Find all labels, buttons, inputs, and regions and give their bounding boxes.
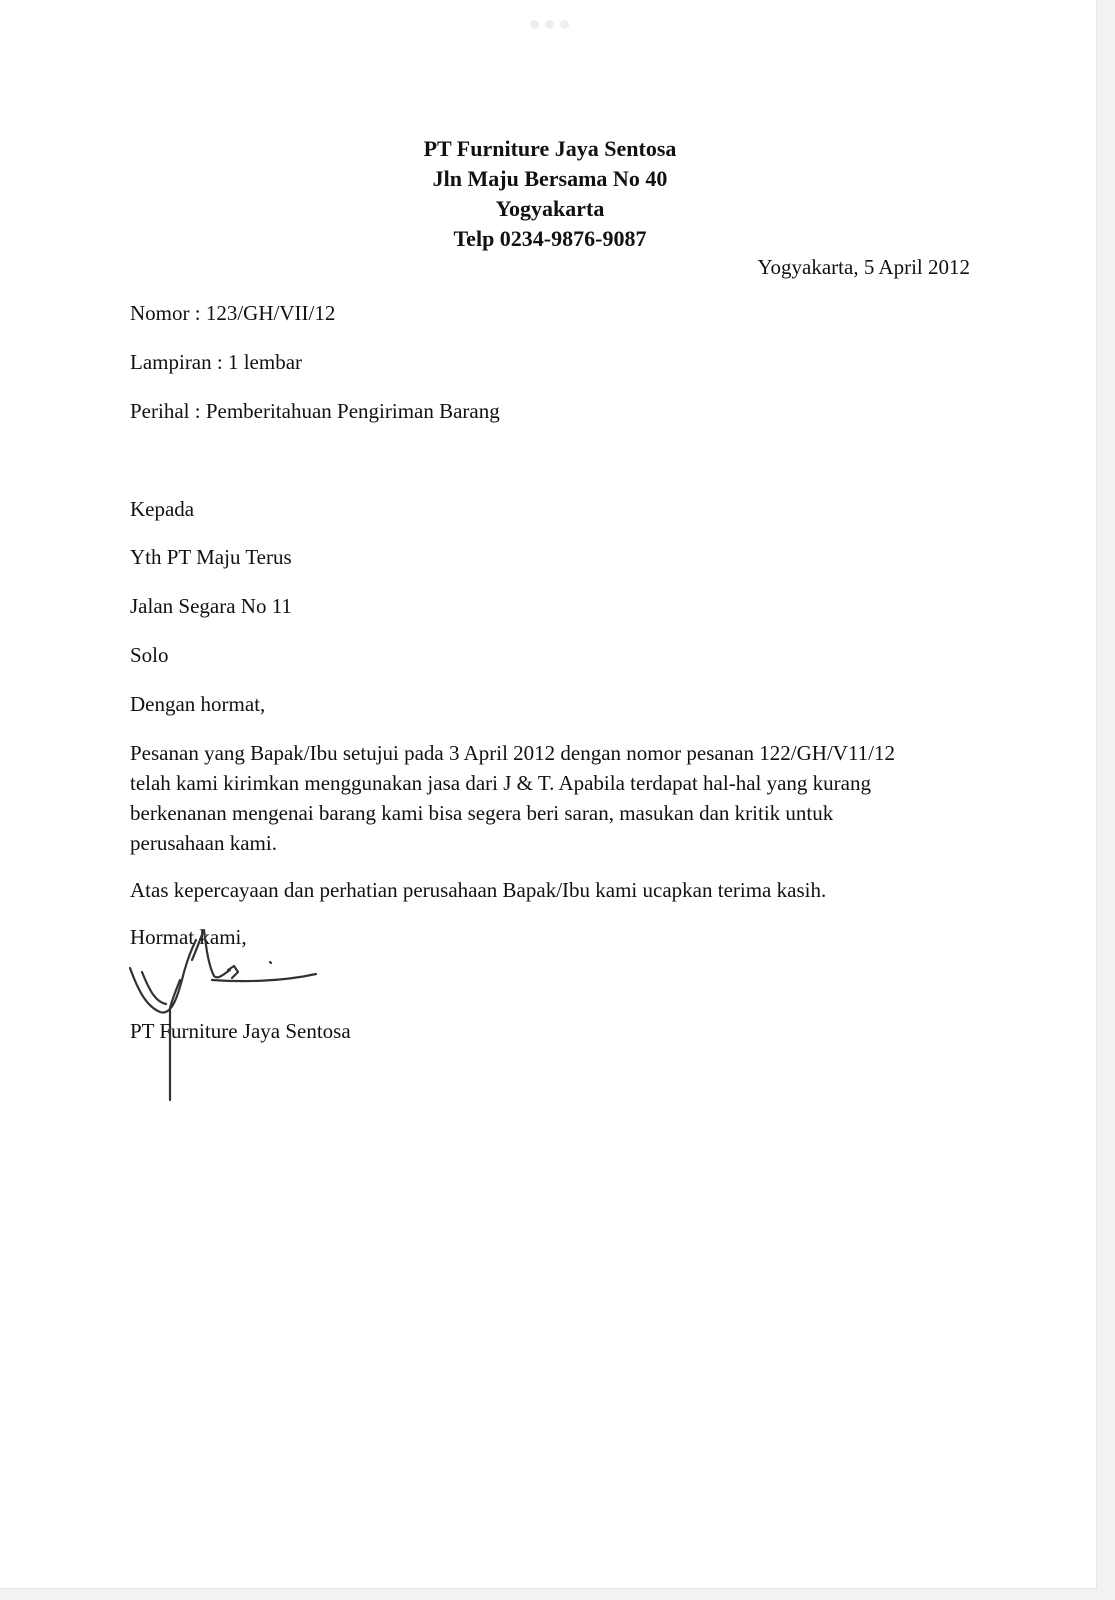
company-city: Yogyakarta (495, 196, 605, 221)
handwritten-signature (120, 920, 340, 1110)
body-paragraph-2: Atas kepercayaan dan perhatian perusahaan Bapak/Ibu kami ucapkan terima kasih. (130, 878, 827, 902)
recipient-line-3: Jalan Segara No 11 (130, 594, 292, 618)
body-paragraph-1 (130, 738, 980, 858)
company-phone: Telp 0234-9876-9087 (453, 226, 647, 251)
perihal-line: Perihal : Pemberitahuan Pengiriman Barang (130, 399, 500, 423)
lampiran-line: Lampiran : 1 lembar (130, 350, 303, 374)
company-address: Jln Maju Bersama No 40 (432, 166, 668, 191)
page-indicator-dots (530, 20, 569, 29)
dot (545, 20, 554, 29)
recipient-line-4: Solo (130, 643, 169, 667)
signatory: PT Furniture Jaya Sentosa (130, 1019, 351, 1043)
company-name: PT Furniture Jaya Sentosa (423, 136, 677, 161)
dot (530, 20, 539, 29)
closing: Hormat kami, (130, 925, 247, 949)
body-line: telah kami kirimkan menggunakan jasa dari J & T. Apabila terdapat hal-hal yang kurang (130, 771, 871, 795)
body-line: berkenanan mengenai barang kami bisa segera beri saran, masukan dan kritik untuk (130, 801, 834, 825)
recipient-line-1: Kepada (130, 497, 195, 521)
recipient-line-2: Yth PT Maju Terus (130, 545, 292, 569)
greeting: Dengan hormat, (130, 692, 266, 716)
body-line: perusahaan kami. (130, 831, 277, 855)
dot (560, 20, 569, 29)
letter-date: Yogyakarta, 5 April 2012 (757, 255, 970, 279)
body-line: Pesanan yang Bapak/Ibu setujui pada 3 April 2012 dengan nomor pesanan 122/GH/V11/12 (130, 741, 895, 765)
nomor-line: Nomor : 123/GH/VII/12 (130, 301, 336, 325)
letterhead (300, 134, 800, 254)
